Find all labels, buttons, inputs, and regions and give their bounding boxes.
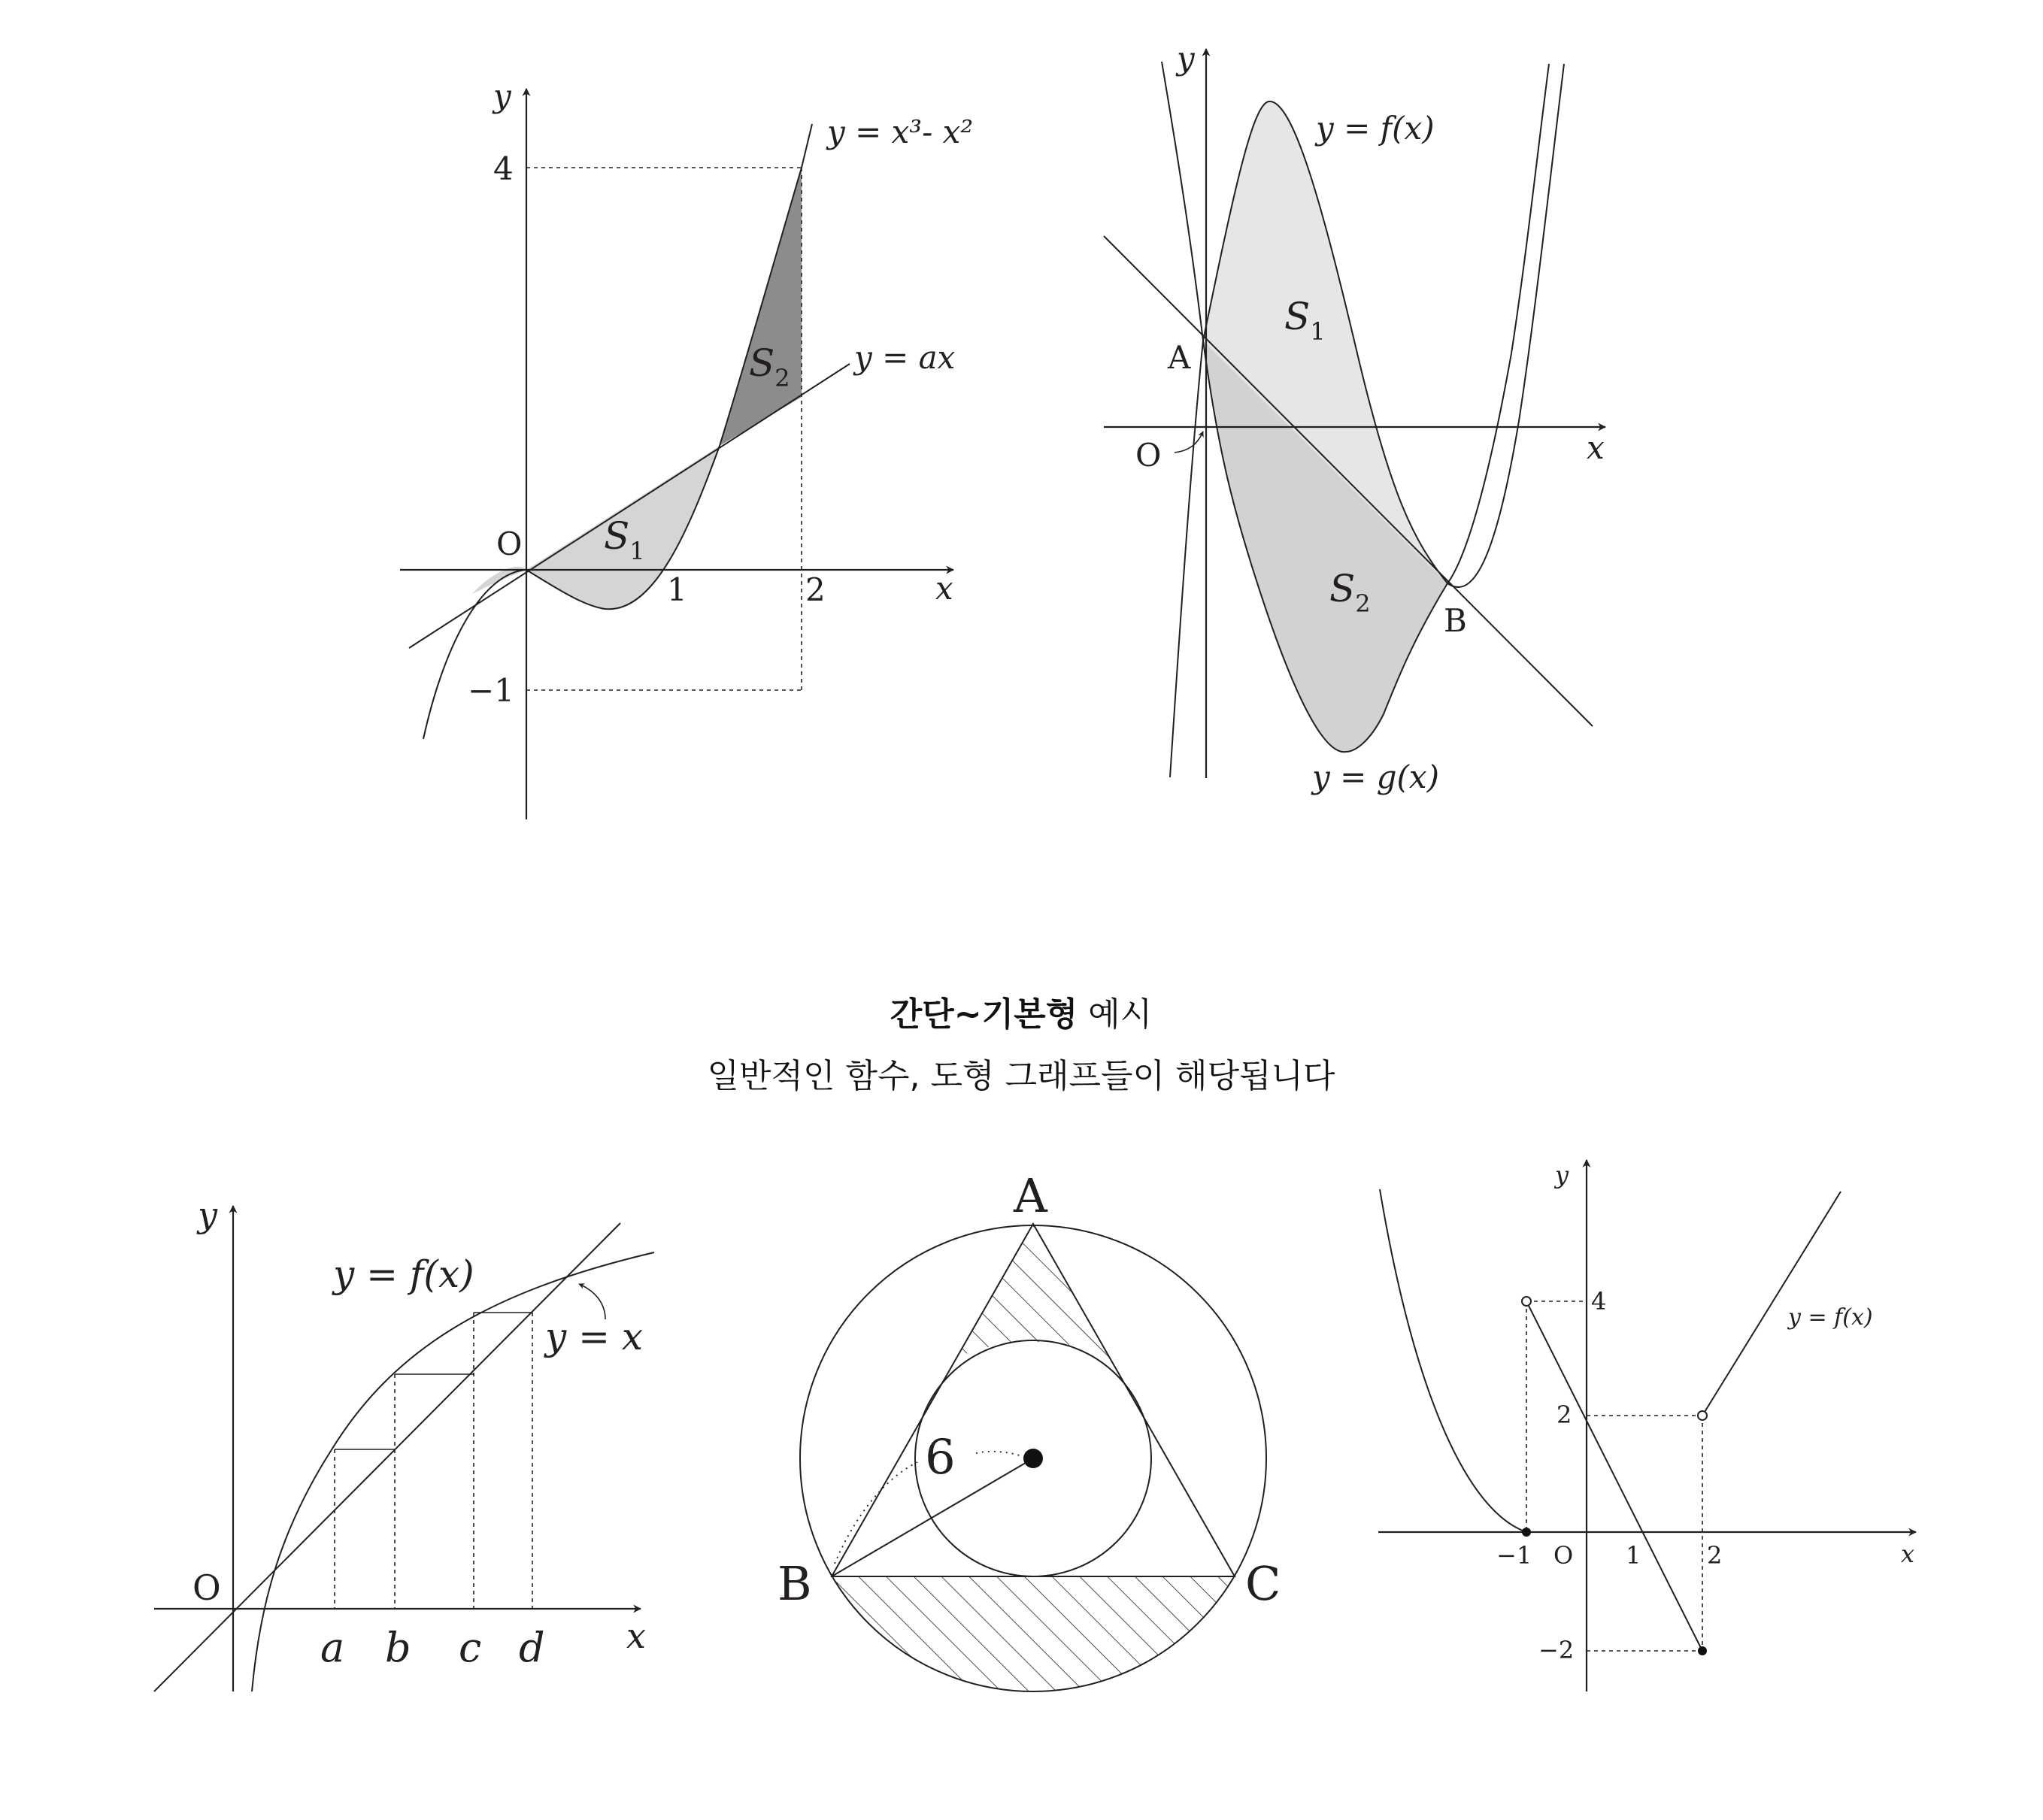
x-axis-label: x xyxy=(1587,429,1605,466)
origin-pointer xyxy=(1175,432,1203,453)
y-axis-label: y xyxy=(198,1195,217,1235)
line-branch xyxy=(1526,1301,1702,1651)
y-axis-label: y xyxy=(1555,1161,1569,1189)
line-label: y = ax xyxy=(854,339,956,376)
heading-subtitle: 일반적인 함수, 도형 그래프들이 해당됩니다 xyxy=(707,1057,1335,1095)
y-axis-label: y xyxy=(1177,40,1195,77)
figure-piecewise xyxy=(1378,1160,1916,1691)
tick-x-1: 1 xyxy=(1626,1541,1641,1570)
ray-branch xyxy=(1702,1192,1841,1416)
vertex-c-label: C xyxy=(1245,1556,1281,1611)
origin-label: O xyxy=(192,1567,221,1608)
tick-d: d xyxy=(519,1624,545,1671)
hatch-region-top xyxy=(956,1224,1111,1358)
hatch-segment-bc xyxy=(752,1576,1316,1704)
tick-2: 2 xyxy=(805,571,826,608)
tick-1: 1 xyxy=(667,571,687,608)
y-axis-label: y xyxy=(493,77,511,114)
heading-title: 간단~기본형 예시 xyxy=(890,995,1153,1034)
closed-point-neg1-0 xyxy=(1522,1528,1531,1537)
vertex-a-label: A xyxy=(1014,1168,1047,1223)
heading xyxy=(707,995,1335,1095)
tick-y-4: 4 xyxy=(1591,1287,1607,1316)
tick-x-neg1: −1 xyxy=(1496,1541,1532,1570)
closed-point-2-neg2 xyxy=(1698,1646,1707,1655)
line-pointer xyxy=(579,1284,605,1319)
s2-label: $S_2$ xyxy=(1329,567,1371,618)
point-b-label: B xyxy=(1444,602,1467,639)
open-point-neg1-4 xyxy=(1522,1297,1531,1306)
origin-label: O xyxy=(1553,1541,1574,1570)
tick-y-neg2: −2 xyxy=(1538,1636,1575,1664)
x-axis-label: x xyxy=(626,1616,646,1656)
open-point-2-2 xyxy=(1698,1411,1707,1420)
tick-4: 4 xyxy=(493,150,514,187)
tick-neg1: −1 xyxy=(468,672,514,709)
s1-label: $S_1$ xyxy=(604,514,645,565)
figure-two-curves xyxy=(1104,40,1605,795)
x-axis-label: x xyxy=(935,570,953,607)
tick-y-2: 2 xyxy=(1556,1401,1572,1429)
point-a-label: A xyxy=(1168,339,1191,376)
f-label: y = f(x) xyxy=(1316,110,1435,147)
line-label: y = x xyxy=(545,1315,644,1358)
tick-a: a xyxy=(320,1624,345,1671)
tick-c: c xyxy=(459,1624,482,1671)
tick-x-2: 2 xyxy=(1707,1541,1723,1570)
cubic-curve xyxy=(423,124,812,739)
radius-label: 6 xyxy=(925,1430,956,1485)
line-ax xyxy=(409,364,850,648)
figure-staircase xyxy=(154,1195,654,1691)
radius-annotation-2 xyxy=(976,1452,1024,1457)
s1-label: $S_1$ xyxy=(1284,295,1326,346)
center-point xyxy=(1023,1449,1043,1468)
f-label: y = f(x) xyxy=(1788,1304,1873,1331)
origin-label: O xyxy=(1135,437,1162,474)
figure-triangle-circle xyxy=(752,1168,1316,1704)
g-label: y = g(x) xyxy=(1312,759,1439,795)
cubic-label: y = x³- x² xyxy=(827,114,974,150)
s2-label: $S_2$ xyxy=(749,341,790,392)
figure-cubic-area xyxy=(400,77,973,819)
origin-label: O xyxy=(496,525,523,562)
parabola-branch xyxy=(1380,1189,1526,1532)
tick-b: b xyxy=(385,1624,411,1671)
x-axis-label: x xyxy=(1901,1540,1915,1568)
vertex-b-label: B xyxy=(777,1556,812,1611)
f-label: y = f(x) xyxy=(333,1252,474,1296)
